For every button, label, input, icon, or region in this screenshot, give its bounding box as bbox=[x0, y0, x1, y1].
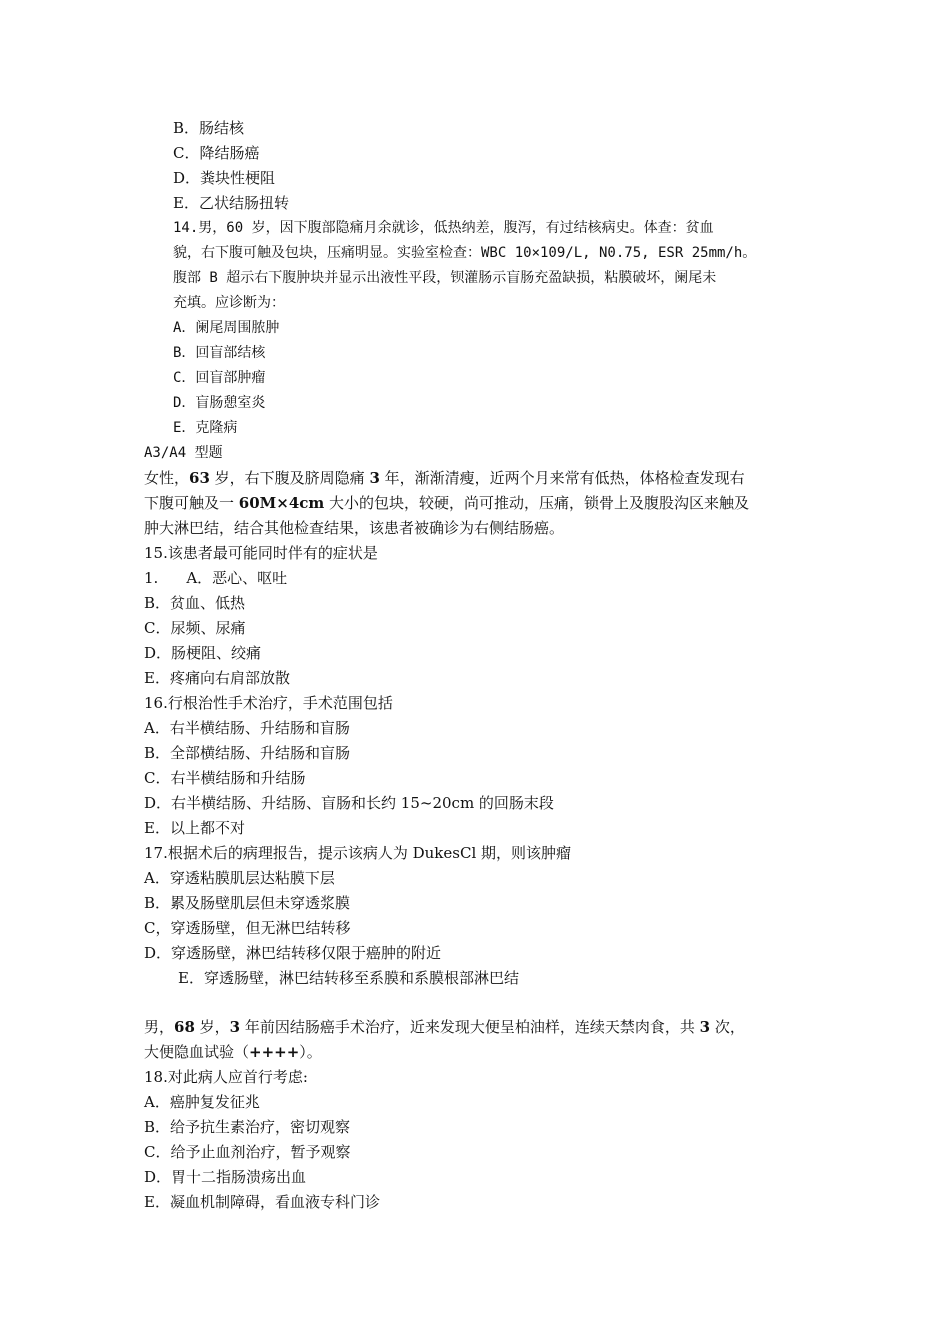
q16-stem: 16.行根治性手术治疗，手术范围包括 bbox=[144, 694, 393, 712]
q13-option-e: E．乙状结肠扭转 bbox=[173, 194, 289, 212]
q17-option-e: E．穿透肠壁，淋巴结转移至系膜和系膜根部淋巴结 bbox=[178, 969, 519, 987]
q17-option-b: B．累及肠壁肌层但未穿透浆膜 bbox=[144, 894, 351, 912]
q17-option-a: A．穿透粘膜肌层达粘膜下层 bbox=[144, 869, 335, 887]
q15-option-a: 1. A．恶心、呕吐 bbox=[144, 569, 288, 587]
q16-option-a: A．右半横结肠、升结肠和盲肠 bbox=[144, 719, 350, 737]
q18-option-d: D．胃十二指肠溃疡出血 bbox=[144, 1168, 307, 1186]
q16-option-d: D．右半横结肠、升结肠、盲肠和长约 15~20cm 的回肠末段 bbox=[144, 794, 554, 812]
q17-stem: 17.根据术后的病理报告，提示该病人为 DukesCl 期，则该肿瘤 bbox=[144, 844, 572, 862]
q18-stem: 18.对此病人应首行考虑: bbox=[144, 1068, 308, 1086]
q13-option-c: C．降结肠癌 bbox=[173, 144, 260, 162]
q18-option-a: A．癌肿复发征兆 bbox=[144, 1093, 260, 1111]
q15-option-e: E．疼痛向右肩部放散 bbox=[144, 669, 290, 687]
case1-line-3: 肿大淋巴结，结合其他检查结果，该患者被确诊为右侧结肠癌。 bbox=[144, 519, 565, 537]
q14-option-a: A．阑尾周围脓肿 bbox=[173, 320, 280, 336]
case1-line-2: 下腹可触及一 60M×4cm 大小的包块，较硬，尚可推动，压痛，锁骨上及腹股沟区来触及 bbox=[144, 494, 750, 512]
q13-option-d: D．粪块性梗阻 bbox=[173, 169, 276, 187]
q18-option-b: B．给予抗生素治疗，密切观察 bbox=[144, 1118, 351, 1136]
q15-stem: 15.该患者最可能同时伴有的症状是 bbox=[144, 544, 378, 562]
q16-option-b: B．全部横结肠、升结肠和盲肠 bbox=[144, 744, 351, 762]
q14-option-d: D．盲肠憩室炎 bbox=[173, 395, 266, 411]
q14-option-c: C．回盲部肿瘤 bbox=[173, 370, 266, 386]
q18-option-e: E．凝血机制障碍，看血液专科门诊 bbox=[144, 1193, 380, 1211]
q14-stem-line-2: 貌，右下腹可触及包块，压痛明显。实验室检查：WBC 10×109/L, N0.75, ESR 25mm/h。 bbox=[173, 245, 757, 261]
q14-stem-line-1: 14.男，60 岁，因下腹部隐痛月余就诊，低热纳差，腹泻，有过结核病史。体查：贫血 bbox=[173, 220, 714, 236]
case1-line-1: 女性，63 岁，右下腹及脐周隐痛 3 年，渐渐清瘦，近两个月来常有低热，体格检查发现右 bbox=[144, 469, 745, 487]
q16-option-c: C．右半横结肠和升结肠 bbox=[144, 769, 306, 787]
case2-line-2: 大便隐血试验（++++）。 bbox=[144, 1043, 322, 1061]
q15-option-c: C．尿频、尿痛 bbox=[144, 619, 246, 637]
q18-option-c: C．给予止血剂治疗，暂予观察 bbox=[144, 1143, 351, 1161]
q14-option-b: B．回盲部结核 bbox=[173, 345, 266, 361]
q14-stem-line-3: 腹部 B 超示右下腹肿块并显示出液性平段，钡灌肠示盲肠充盈缺损，粘膜破坏，阑尾未 bbox=[173, 270, 717, 286]
q16-option-e: E．以上都不对 bbox=[144, 819, 245, 837]
case2-line-1: 男，68 岁，3 年前因结肠癌手术治疗，近来发现大便呈柏油样，连续天禁肉食，共 3 次， bbox=[144, 1018, 745, 1036]
q14-stem-line-4: 充填。应诊断为： bbox=[173, 295, 285, 311]
section-title: A3/A4 型题 bbox=[144, 445, 223, 461]
q15-option-b: B．贫血、低热 bbox=[144, 594, 246, 612]
q17-option-c: C，穿透肠壁，但无淋巴结转移 bbox=[144, 919, 351, 937]
q14-option-e: E．克隆病 bbox=[173, 420, 238, 436]
q13-option-b: B．肠结核 bbox=[173, 119, 245, 137]
q17-option-d: D．穿透肠壁，淋巴结转移仅限于癌肿的附近 bbox=[144, 944, 442, 962]
q15-option-d: D．肠梗阻、绞痛 bbox=[144, 644, 262, 662]
